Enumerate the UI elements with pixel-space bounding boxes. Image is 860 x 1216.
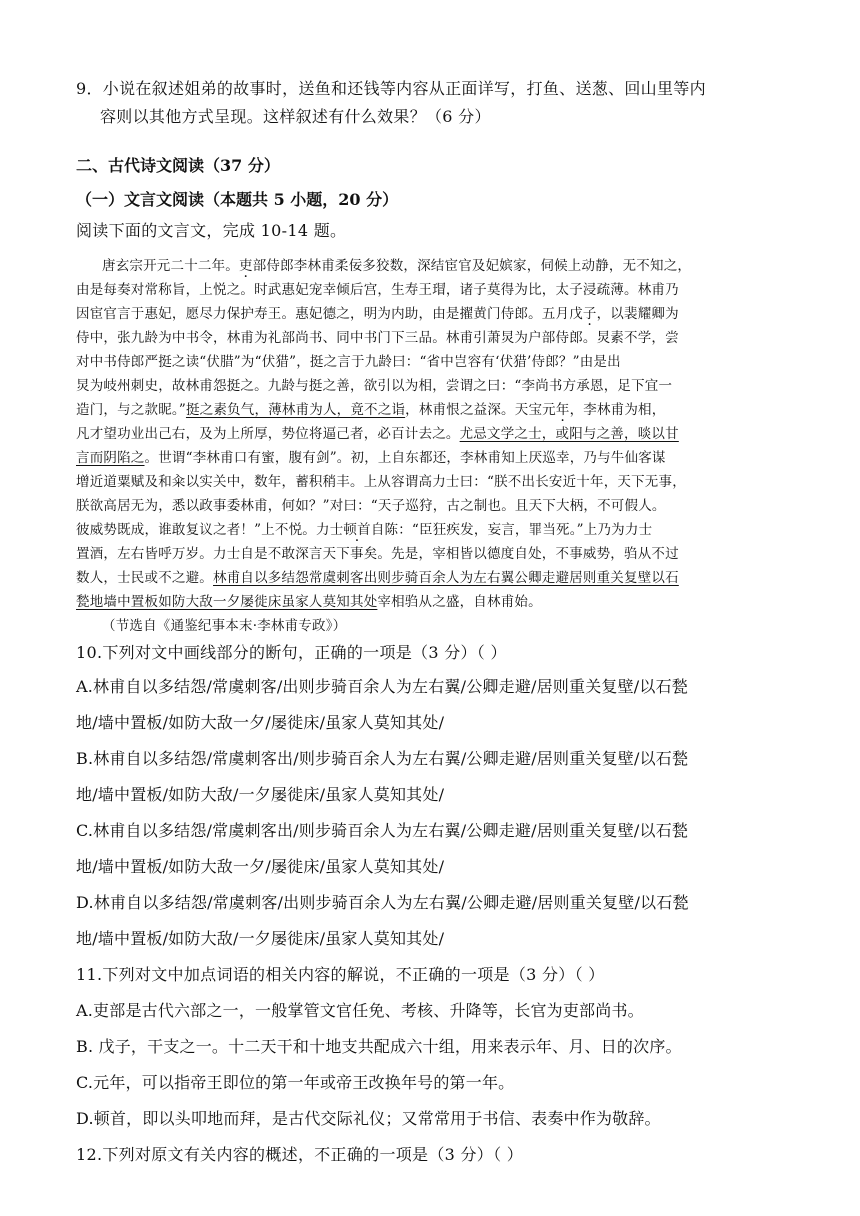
q10-option-c: C.林甫自以多结怨/常虞刺客出/则步骑百余人为左右翼/公卿走避/居则重关复壁/以石甃 (76, 821, 689, 840)
underlined-phrase: 林甫自以多结怨常虞刺客出则步骑百余人为左右翼公卿走避居则重关复壁以石 (213, 570, 679, 586)
q11-option-b: B. 戊子，干支之一。十二天干和十地支共配成六十组，用来表示年、月、日的次序。 (76, 1037, 682, 1056)
underlined-phrase: 言而阴陷之 (76, 450, 145, 466)
q12-stem: 12.下列对原文有关内容的概述，不正确的一项是（3 分）（ ） (76, 1145, 524, 1164)
section-heading: 二、古代诗文阅读（37 分） (76, 156, 280, 175)
passage-line: 造门，与之款昵。”挺之素负气，薄林甫为人，竟不之诣，林甫恨之益深。天宝元年，李林甫为相， (76, 402, 666, 418)
passage-line: 唐玄宗开元二十二年。吏部侍郎李林甫柔佞多狡数，深结宦官及妃嫔家，伺候上动静，无不知之， (102, 258, 692, 274)
q11-option-a: A.吏部是古代六部之一，一般掌管文官任免、考核、升降等，长官为吏部尚书。 (76, 1001, 644, 1020)
passage-line: 因宦官言于惠妃，愿尽力保护寿王。惠妃德之，明为内助，由是擢黄门侍郎。五月戊子，以裴耀卿为 (76, 306, 679, 322)
passage-line: 增近道粟赋及和籴以实关中，数年，蓄积稍丰。上从容谓高力士曰：“朕不出长安近十年，天下无事， (76, 474, 686, 490)
q11-option-d: D.顿首，即以头叩地而拜，是古代交际礼仪；又常常用于书信、表奏中作为敬辞。 (76, 1109, 661, 1128)
instruction: 阅读下面的文言文，完成 10-14 题。 (76, 221, 347, 240)
passage-line: 由是每奏对常称旨，上悦之。时武惠妃宠幸倾后宫，生寿王瑁，诸子莫得为比，太子浸疏薄。林甫乃 (76, 282, 679, 298)
passage-line: 彼威势既成，谁敢复议之者！”上不悦。力士顿首自陈：“臣狂疾发，妄言，罪当死。”上乃为力士 (76, 522, 653, 538)
passage-line: 对中书侍郎严挺之读“伏腊”为“伏猎”，挺之言于九龄曰：“省中岂容有‘伏猎’侍郎？”由是出 (76, 354, 621, 370)
passage-line: 言而阴陷之。世谓“李林甫口有蜜，腹有剑”。初，上自东都还，李林甫知上厌巡幸，乃与牛仙客谋 (76, 450, 666, 466)
passage-line: 朕欲高居无为，悉以政事委林甫，何如？”对曰：“天子巡狩，古之制也。且天下大柄，不可假人。 (76, 498, 666, 514)
dotted-word: 子 (582, 306, 597, 322)
underlined-phrase: 挺之素负气，薄林甫为人，竟不之诣 (185, 402, 406, 418)
passage-line: 凡才望功业出己右，及为上所厚，势位将逼己者，必百计去之。尤忌文学之士，或阳与之善，啖以甘 (76, 426, 679, 442)
q10-option-a: A.林甫自以多结怨/常虞刺客/出则步骑百余人为左右翼/公卿走避/居则重关复壁/以石甃 (76, 677, 688, 696)
q9-line-1: 9．小说在叙述姐弟的故事时，送鱼和还钱等内容从正面详写，打鱼、送葱、回山里等内 (76, 79, 706, 98)
passage-line: 数人，士民或不之避。林甫自以多结怨常虞刺客出则步骑百余人为左右翼公卿走避居则重关复壁以石 (76, 570, 679, 586)
q10-option-a-cont: 地/墙中置板/如防大敌一夕/屡徙床/虽家人莫知其处/ (76, 713, 445, 732)
passage-line: 甃地墙中置板如防大敌一夕屡徙床虽家人莫知其处宰相驺从之盛，自林甫始。 (76, 594, 542, 610)
dotted-word: 吏 (239, 258, 253, 274)
q10-option-b: B.林甫自以多结怨/常虞刺客出/则步骑百余人为左右翼/公卿走避/居则重关复壁/以石甃 (76, 749, 689, 768)
dotted-word: 顿首 (343, 522, 371, 538)
passage-source: （节选自《通鉴纪事本末·李林甫专政》） (102, 618, 347, 634)
subsection-heading: （一）文言文阅读（本题共 5 小题，20 分） (76, 190, 399, 209)
q10-option-b-cont: 地/墙中置板/如防大敌/一夕屡徙床/虽家人莫知其处/ (76, 785, 445, 804)
q11-stem: 11.下列对文中加点词语的相关内容的解说，不正确的一项是（3 分）（ ） (76, 965, 605, 984)
q11-option-c: C.元年，可以指帝王即位的第一年或帝王改换年号的第一年。 (76, 1073, 515, 1092)
passage-line: 炅为岐州刺史，故林甫怨挺之。九龄与挺之善，欲引以为相，尝谓之曰：“李尚书方承恩，足下宜一 (76, 378, 673, 394)
q10-stem: 10.下列对文中画线部分的断句，正确的一项是（3 分）（ ） (76, 643, 507, 662)
passage-line: 侍中，张九龄为中书令，林甫为礼部尚书、同中书门下三品。林甫引萧炅为户部侍郎。炅素不学，尝 (76, 330, 679, 346)
underlined-phrase: 甃地墙中置板如防大敌一夕屡徙床虽家人莫知其处 (76, 594, 378, 610)
passage-line: 置酒，左右皆呼万岁。力士自是不敢深言天下事矣。先是，宰相皆以德度自处，不事威势，驺从不过 (76, 546, 679, 562)
q10-option-d: D.林甫自以多结怨/常虞刺客/出则步骑百余人为左右翼/公卿走避/居则重关复壁/以石甃 (76, 893, 689, 912)
q10-option-d-cont: 地/墙中置板/如防大敌/一夕屡徙床/虽家人莫知其处/ (76, 929, 445, 948)
underlined-phrase: 尤忌文学之士，或阳与之善，啖以甘 (459, 426, 679, 442)
q9-line-2: 容则以其他方式呈现。这样叙述有什么效果？（6 分） (100, 107, 491, 126)
q10-option-c-cont: 地/墙中置板/如防大敌一夕/屡徙床/虽家人莫知其处/ (76, 857, 445, 876)
dotted-word: 年 (555, 402, 570, 418)
